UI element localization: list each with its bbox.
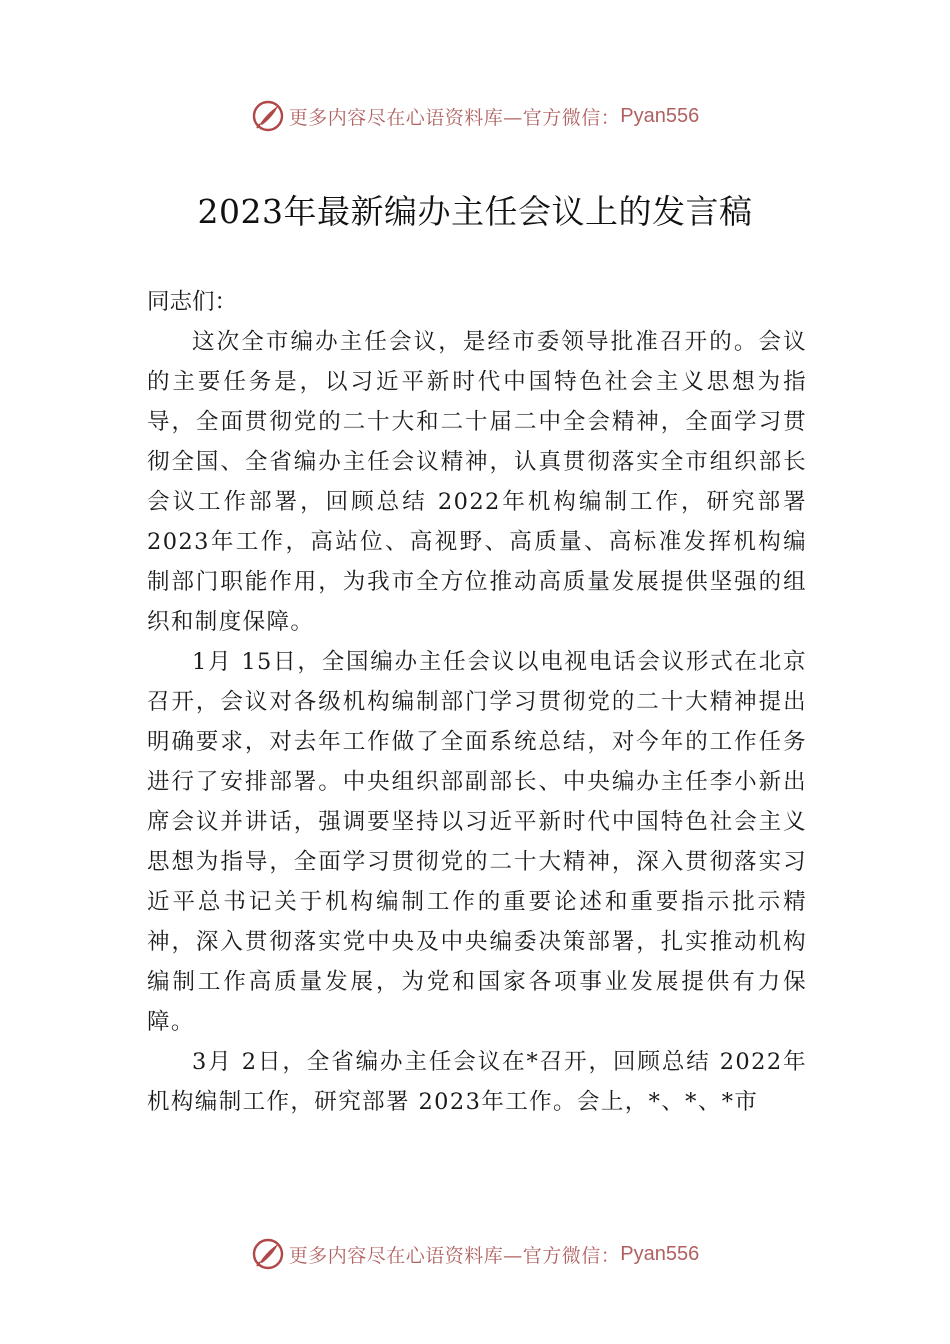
document-body: [147, 282, 807, 1122]
watermark-account: Pyan556: [620, 104, 700, 127]
quill-pen-logo-icon: [251, 1237, 285, 1271]
document-title: 2023年最新编办主任会议上的发言稿: [197, 192, 753, 231]
watermark-text: 更多内容尽在心语资料库—官方微信：: [288, 106, 621, 129]
salutation: 同志们：: [147, 289, 238, 315]
watermark-account: Pyan556: [620, 1242, 700, 1265]
paragraph: 1月 15日，全国编办主任会议以电视电话会议形式在北京召开，会议对各级机构编制部门学习贯彻党的二十大精神提出明确要求，对去年工作做了全面系统总结，对今年的工作任务进行了安排部署。中央组织部副部长、中央编办主任李小新出席会议并讲话，强调要坚持以习近平新时代中国特色社会主义思想为指导，全面学习贯彻党的二十大精神，深入贯彻落实习近平总书记关于机构编制工作的重要论述和重要指示批示精神，深入贯彻落实党中央及中央编委决策部署，扎实推动机构编制工作高质量发展，为党和国家各项事业发展提供有力保障。: [147, 649, 807, 1035]
watermark-text: 更多内容尽在心语资料库—官方微信：: [288, 1244, 621, 1267]
paragraph: 这次全市编办主任会议，是经市委领导批准召开的。会议的主要任务是，以习近平新时代中国特色社会主义思想为指导，全面贯彻党的二十大和二十届二中全会精神，全面学习贯彻全国、全省编办主任会议精神，认真贯彻落实全市组织部长会议工作部署，回顾总结 2022年机构编制工作，研究部署 2023年工作，高站位、高视野、高质量、高标准发挥机构编制部门职能作用，为我市全方位推动高质量发展提供坚强的组织和制度保障。: [147, 329, 807, 635]
footer-watermark: [0, 1234, 950, 1274]
quill-pen-logo-icon: [251, 99, 285, 133]
paragraph: 3月 2日，全省编办主任会议在*召开，回顾总结 2022年机构编制工作，研究部署 2023年工作。会上，*、*、*市: [147, 1049, 807, 1115]
header-watermark: [0, 96, 950, 136]
